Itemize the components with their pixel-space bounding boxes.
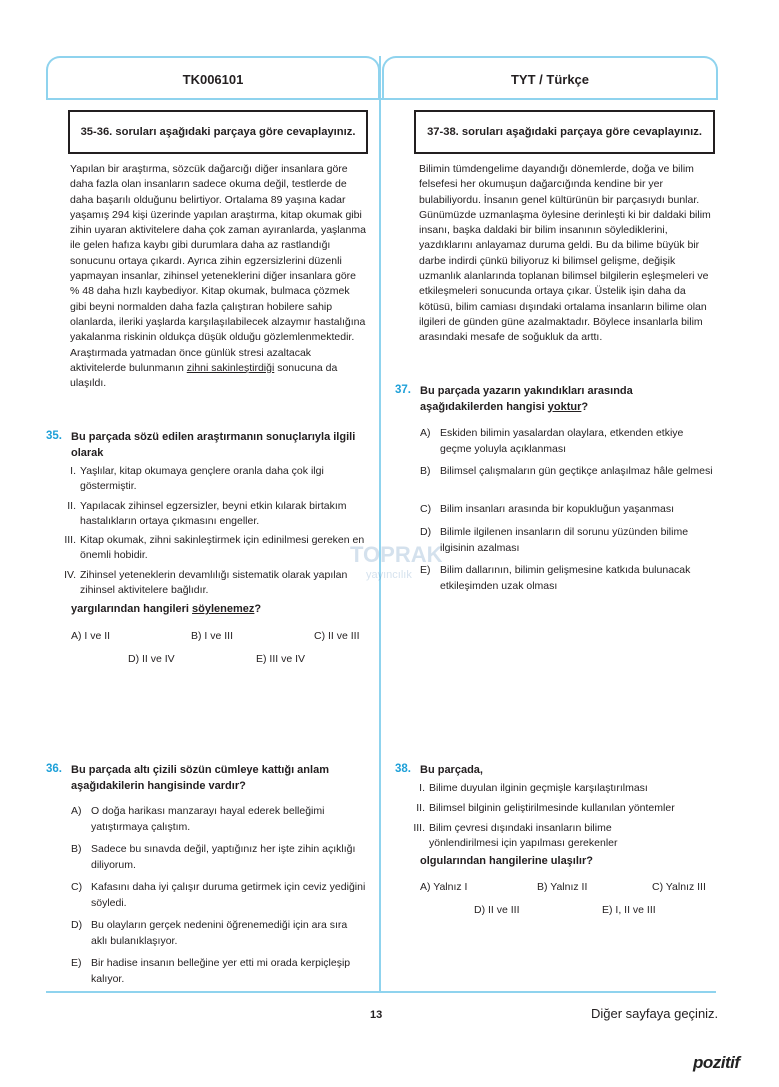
option-38-a[interactable]: A) Yalnız I bbox=[420, 881, 468, 893]
question-stem-38: Bu parçada, bbox=[420, 764, 483, 776]
option-37-a[interactable]: A) Eskiden bilimin yasalardan olaylara, etkenden etkiye geçme yoluyla açıklanması bbox=[420, 427, 684, 455]
option-35-b[interactable]: B) I ve III bbox=[191, 630, 234, 642]
instruction-text: 35-36. soruları aşağıdaki parçaya göre cevaplayınız. bbox=[80, 126, 356, 138]
instruction-box-35-36 bbox=[68, 110, 368, 154]
option-36-a[interactable]: A) O doğa harikası manzarayı hayal ederek belleğimi yatıştırmaya çalıştım. bbox=[71, 805, 325, 833]
option-38-c[interactable]: C) Yalnız III bbox=[652, 881, 706, 893]
option-36-b[interactable]: B) Sadece bu sınavda değil, yaptığınız her işte zihin açıklığı diliyorum. bbox=[71, 843, 356, 871]
question-number-38: 38. bbox=[395, 763, 411, 775]
passage-text: Yapılan bir araştırma, sözcük dağarcığı diğer insanlara göre daha fazla olan insanların sadece okuma değil, testlerde de daha başarılı olduğunu belirtiyor. Ortalama 89 yaşına kadar yaşamış 294 kişi üzerinde yapılan araştırma, kitap okumak gibi zihin uyaran aktivitelere daha çok zaman ayıranlarda, yaşlanma ile gelen hafıza kaybı gibi durumlara daha az rastlandığı sonucunu ortaya çıkardı. Ayrıca zihin egzersizlerini düzenli yapmayan insanlar, zihinsel yeteneklerini diğer insanlara göre % 48 daha hızlı kaybediyor. Kitap okumak, bulmaca çözmek gibi beyni normalden daha fazla çalıştıran hobilere sahip olanlarda, ileriki yaşlarda karşılaşılabilecek alzaymır hastalığına yakalanma riskinin oldukça düşük olduğu gözlemlenmektedir. Araştırmada yatmadan önce günlük stresi azaltacak aktivitelerde bulunmanın bbox=[70, 163, 366, 374]
subject-title: TYT / Türkçe bbox=[510, 71, 590, 87]
passage-text-end: sonucuna da ulaşıldı. bbox=[70, 361, 338, 390]
reading-passage-left bbox=[70, 162, 366, 391]
watermark-subtext: yayıncılık bbox=[366, 569, 412, 581]
question-stem-37: Bu parçada yazarın yakındıkları arasında aşağıdakilerden hangisi yoktur? bbox=[420, 385, 633, 413]
publisher-logo: pozitif bbox=[693, 1053, 740, 1072]
statement-35-iv: IV. Zihinsel yeteneklerin devamlılığı sistematik olarak yapılan zihinsel aktivitelere bağlıdır. bbox=[64, 569, 348, 596]
option-36-e[interactable]: E) Bir hadise insanın belleğine yer etti mi orada kerpiçleşip kalıyor. bbox=[71, 957, 351, 985]
statement-35-ii: II. Yapılacak zihinsel egzersizler, beyni etkin kılarak birtakım hastalıkların ortaya çıkmasını engeller. bbox=[67, 500, 347, 527]
option-36-c[interactable]: C) Kafasını daha iyi çalışır duruma getirmek için ceviz yediğini söyledi. bbox=[71, 881, 366, 909]
statement-35-iii: III. Kitap okumak, zihni sakinleştirmek için edinilmesi gereken en önemli hobidir. bbox=[64, 534, 365, 561]
option-38-b[interactable]: B) Yalnız II bbox=[537, 881, 588, 893]
next-page-note: Diğer sayfaya geçiniz. bbox=[591, 1006, 719, 1021]
underlined-word: söylenemez bbox=[192, 603, 255, 615]
option-37-c[interactable]: C) Bilim insanları arasında bir kopukluğun yaşanması bbox=[420, 503, 675, 515]
question-tail-38: olgularından hangilerine ulaşılır? bbox=[420, 855, 593, 867]
question-number-37: 37. bbox=[395, 384, 411, 396]
option-37-e[interactable]: E) Bilim dallarının, bilimin gelişmesine katkıda bulunacak etkileşimden uzak olması bbox=[420, 564, 691, 592]
instruction-box-37-38 bbox=[414, 110, 715, 154]
header-left-tab bbox=[46, 56, 380, 100]
question-number-36: 36. bbox=[46, 763, 62, 775]
option-35-e[interactable]: E) III ve IV bbox=[256, 653, 306, 665]
page-number: 13 bbox=[370, 1009, 383, 1021]
question-number-35: 35. bbox=[46, 430, 62, 442]
option-37-d[interactable]: D) Bilimle ilgilenen insanların dil sorunu yüzünden bilime ilgisinin azalması bbox=[420, 526, 689, 554]
question-stem-35: Bu parçada sözü edilen araştırmanın sonuçlarıyla ilgili olarak bbox=[71, 431, 356, 459]
question-tail-35: yargılarından hangileri söylenemez? bbox=[71, 603, 262, 615]
option-38-e[interactable]: E) I, II ve III bbox=[602, 904, 656, 916]
statement-38-iii: III. Bilim çevresi dışındaki insanların bilime yönlendirilmesi için yapılması gerekenler bbox=[413, 822, 618, 849]
underlined-word: yoktur bbox=[547, 400, 582, 413]
header-divider bbox=[46, 98, 716, 100]
question-stem-36: Bu parçada altı çizili sözün cümleye kattığı anlam aşağıdakilerin hangisinde vardır? bbox=[71, 764, 329, 792]
option-36-d[interactable]: D) Bu olayların gerçek nedenini öğrenemediği için ara sıra aklı bulanıklaşıyor. bbox=[71, 919, 348, 947]
footer-divider bbox=[46, 991, 716, 993]
reading-passage-right: Bilimin tümdengelime dayandığı dönemlerde, doğa ve bilim felsefesi her okumuşun dağarcığında kendine bir yer bulabiliyordu. İnsanın genel kültürünün bir parçasıydı bunlar. Günümüzde uzmanlaşma öylesine derinleşti ki bir daldaki bilim insanı, başka daldaki bir bilim insanının söylediklerini, yazdıklarını anlayamaz duruma geldi. Bu da bilime büyük bir darbe indirdi çünkü biliyoruz ki bilimsel gelişme, değişik uzmanlık alanlarında toplanan bilimsel bilgilerin eşleşmeleri ve etkileşmeleri sonucunda ortaya çıkar. Üstelik işin daha da kötüsü, bilim camiası dışındaki ortalama insanların bilime olan ilgileri de günden güne azalmaktadır. Böylece insanlarla bilim arasındaki mesafe de soğukluk da arttı. bbox=[419, 163, 711, 344]
option-37-b[interactable]: B) Bilimsel çalışmaların gün geçtikçe anlaşılmaz hâle gelmesi bbox=[420, 465, 713, 477]
option-35-c[interactable]: C) II ve III bbox=[314, 630, 360, 642]
booklet-code: TK006101 bbox=[182, 71, 244, 87]
watermark-text: TOPRAK bbox=[350, 542, 443, 567]
statement-38-ii: II. Bilimsel bilginin geliştirilmesinde kullanılan yöntemler bbox=[416, 802, 675, 814]
statement-35-i: I. Yaşlılar, kitap okumaya gençlere oranla daha çok ilgi göstermiştir. bbox=[70, 465, 324, 492]
underlined-phrase: zihni sakinleştirdiği bbox=[186, 361, 275, 374]
header-right-tab bbox=[382, 56, 718, 100]
instruction-text: 37-38. soruları aşağıdaki parçaya göre cevaplayınız. bbox=[427, 126, 702, 138]
option-35-d[interactable]: D) II ve IV bbox=[128, 653, 175, 665]
option-35-a[interactable]: A) I ve II bbox=[71, 630, 111, 642]
statement-38-i: I. Bilime duyulan ilginin geçmişle karşılaştırılması bbox=[419, 782, 648, 794]
option-38-d[interactable]: D) II ve III bbox=[474, 904, 520, 916]
